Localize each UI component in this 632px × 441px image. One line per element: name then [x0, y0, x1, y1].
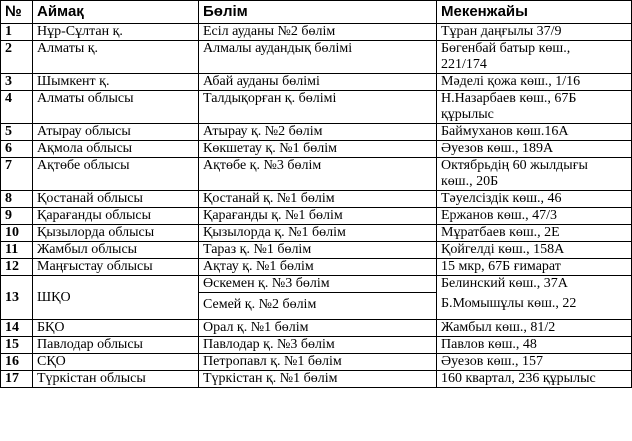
address-line-1: Ержанов көш., 47/3	[441, 208, 558, 223]
department-line-1: Өскемен қ. №3 бөлім	[199, 276, 436, 293]
cell-region: Түркістан облысы	[33, 371, 199, 388]
cell-department: Ақтөбе қ. №3 бөлім	[199, 158, 437, 191]
cell-department: Көкшетау қ. №1 бөлім	[199, 141, 437, 158]
table-row	[1, 337, 632, 354]
cell-region: Ақмола облысы	[33, 141, 199, 158]
cell-num: 5	[1, 124, 33, 141]
cell-num: 2	[1, 41, 33, 74]
cell-region: Павлодар облысы	[33, 337, 199, 354]
cell-department: Орал қ. №1 бөлім	[199, 320, 437, 337]
table-row	[1, 41, 632, 74]
table-row	[1, 24, 632, 41]
address-line-2: 221/174	[441, 57, 487, 72]
address-line-1: 15 мкр, 67Б ғимарат	[441, 259, 561, 274]
header-address: Мекенжайы	[437, 1, 632, 24]
address-line-2: көш., 20Б	[441, 174, 499, 189]
table-row	[1, 191, 632, 208]
cell-num: 16	[1, 354, 33, 371]
cell-address	[437, 41, 632, 74]
cell-num: 9	[1, 208, 33, 225]
cell-num: 8	[1, 191, 33, 208]
cell-region: Шымкент қ.	[33, 74, 199, 91]
table-row	[1, 225, 632, 242]
cell-address	[437, 141, 632, 158]
table-row	[1, 74, 632, 91]
cell-region: БҚО	[33, 320, 199, 337]
table-body	[1, 24, 632, 388]
address-line-1: 160 квартал, 236 құрылыс	[441, 371, 596, 386]
table-row	[1, 141, 632, 158]
address-line-1: Белинский көш., 37А	[441, 276, 568, 291]
cell-region: Қарағанды облысы	[33, 208, 199, 225]
cell-address	[437, 74, 632, 91]
cell-address	[437, 225, 632, 242]
cell-address	[437, 158, 632, 191]
cell-department: Түркістан қ. №1 бөлім	[199, 371, 437, 388]
address-line-1: Тәуелсіздік көш., 46	[441, 191, 562, 206]
address-line-1: Жамбыл көш., 81/2	[441, 320, 556, 335]
cell-region: Жамбыл облысы	[33, 242, 199, 259]
cell-address	[437, 191, 632, 208]
table-row	[1, 91, 632, 124]
cell-num: 7	[1, 158, 33, 191]
cell-region: Қызылорда облысы	[33, 225, 199, 242]
cell-address	[437, 91, 632, 124]
address-line-1: Әуезов көш., 189А	[441, 141, 554, 156]
cell-num: 11	[1, 242, 33, 259]
address-line-1: Октябрьдің 60 жылдығы	[441, 158, 588, 173]
cell-region: Маңғыстау облысы	[33, 259, 199, 276]
cell-num: 15	[1, 337, 33, 354]
table-row	[1, 208, 632, 225]
address-line-1: Н.Назарбаев көш., 67Б	[441, 91, 577, 106]
cell-region: Ақтөбе облысы	[33, 158, 199, 191]
address-line-1: Баймуханов көш.16А	[441, 124, 569, 139]
header-department: Бөлім	[199, 1, 437, 24]
header-num: №	[1, 1, 33, 24]
cell-department: Павлодар қ. №3 бөлім	[199, 337, 437, 354]
cell-num: 4	[1, 91, 33, 124]
cell-num: 3	[1, 74, 33, 91]
address-line-1: Тұран даңғылы 37/9	[441, 24, 562, 39]
cell-department: Талдықорған қ. бөлімі	[199, 91, 437, 124]
cell-department: Атырау қ. №2 бөлім	[199, 124, 437, 141]
cell-department: Петропавл қ. №1 бөлім	[199, 354, 437, 371]
cell-address	[437, 371, 632, 388]
cell-region: Алматы қ.	[33, 41, 199, 74]
cell-address	[437, 354, 632, 371]
cell-address	[437, 242, 632, 259]
cell-department: Алмалы аудандық бөлімі	[199, 41, 437, 74]
address-line-1: Әуезов көш., 157	[441, 354, 543, 369]
cell-region: Қостанай облысы	[33, 191, 199, 208]
cell-num: 12	[1, 259, 33, 276]
cell-address	[437, 208, 632, 225]
cell-address	[437, 320, 632, 337]
table-row	[1, 354, 632, 371]
cell-num: 10	[1, 225, 33, 242]
table-row	[1, 276, 632, 320]
cell-region: Атырау облысы	[33, 124, 199, 141]
address-line-1: Мәделі қожа көш., 1/16	[441, 74, 581, 89]
cell-num: 14	[1, 320, 33, 337]
cell-address	[437, 337, 632, 354]
cell-num: 13	[1, 276, 33, 320]
cell-region: Нұр-Сұлтан қ.	[33, 24, 199, 41]
department-line-2: Семей қ. №2 бөлім	[203, 297, 317, 312]
cell-department: Есіл ауданы №2 бөлім	[199, 24, 437, 41]
cell-department: Абай ауданы бөлімі	[199, 74, 437, 91]
address-line-1: Павлов көш., 48	[441, 337, 537, 352]
cell-department: Қостанай қ. №1 бөлім	[199, 191, 437, 208]
cell-num: 17	[1, 371, 33, 388]
table-row	[1, 259, 632, 276]
cell-department: Ақтау қ. №1 бөлім	[199, 259, 437, 276]
cell-address	[437, 259, 632, 276]
address-line-1: Бөгенбай батыр көш.,	[441, 41, 571, 56]
cell-department	[199, 276, 437, 320]
cell-region: СҚО	[33, 354, 199, 371]
cell-department: Қызылорда қ. №1 бөлім	[199, 225, 437, 242]
address-line-2: құрылыс	[441, 107, 494, 122]
cell-department: Тараз қ. №1 бөлім	[199, 242, 437, 259]
cell-num: 6	[1, 141, 33, 158]
table-row	[1, 242, 632, 259]
cell-region: Алматы облысы	[33, 91, 199, 124]
cell-address	[437, 24, 632, 41]
table-row	[1, 371, 632, 388]
table-row	[1, 158, 632, 191]
cell-address	[437, 124, 632, 141]
cell-region: ШҚО	[33, 276, 199, 320]
address-line-1: Қойгелді көш., 158А	[441, 242, 565, 257]
cell-address	[437, 276, 632, 320]
cell-num: 1	[1, 24, 33, 41]
header-region: Аймақ	[33, 1, 199, 24]
header-row	[1, 1, 632, 24]
table-row	[1, 124, 632, 141]
cell-department: Қарағанды қ. №1 бөлім	[199, 208, 437, 225]
address-line-1: Мұратбаев көш., 2Е	[441, 225, 560, 240]
table-row	[1, 320, 632, 337]
address-line-2: Б.Момышұлы көш., 22	[441, 296, 577, 311]
